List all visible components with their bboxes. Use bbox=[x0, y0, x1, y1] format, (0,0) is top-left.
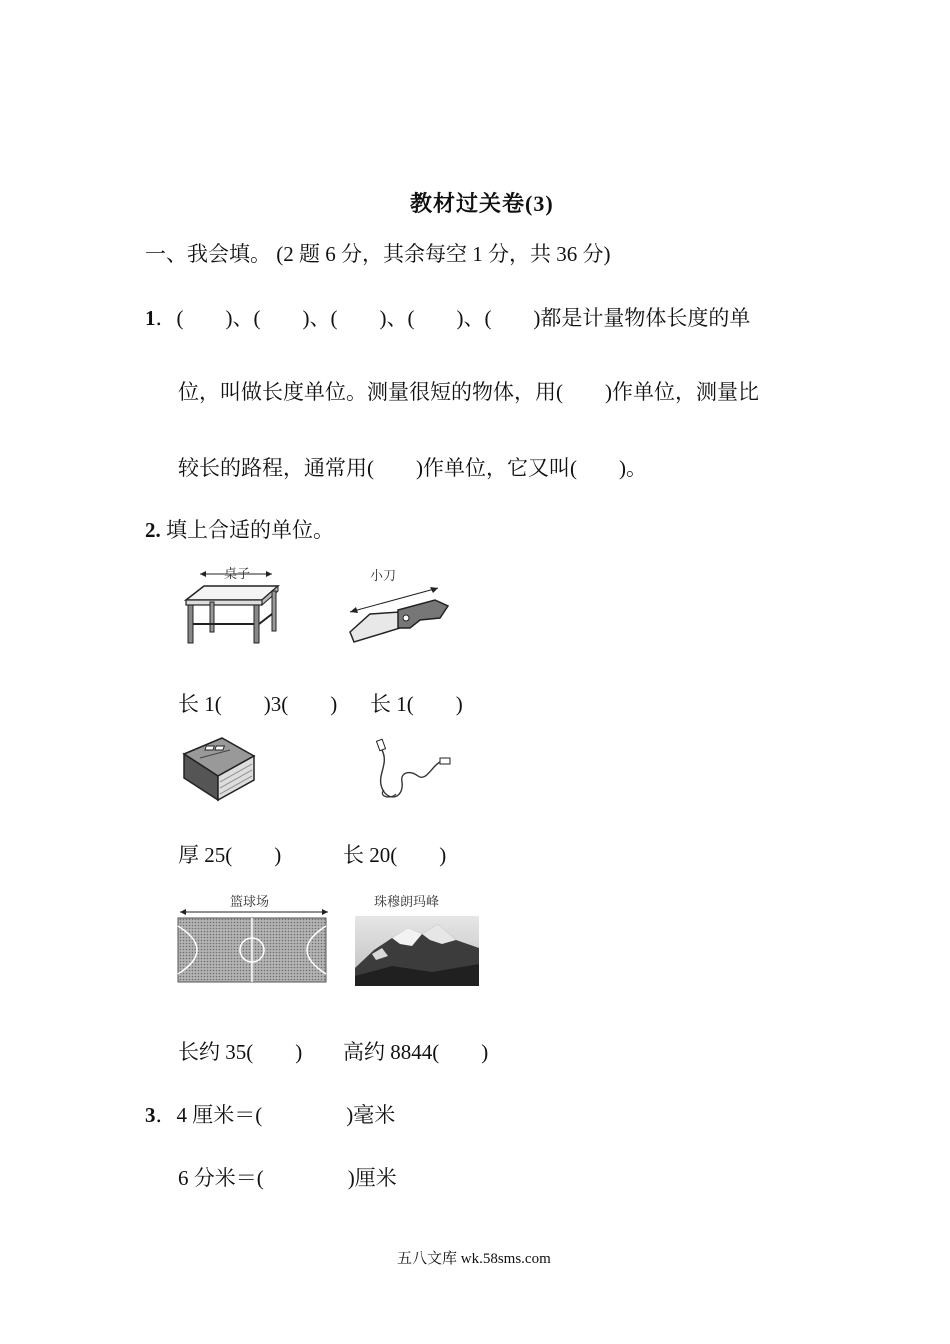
book-image bbox=[180, 736, 260, 806]
question-1-number: 1 bbox=[145, 306, 156, 330]
mountain-label: 珠穆朗玛峰 bbox=[374, 895, 440, 910]
basketball-court-image bbox=[176, 888, 331, 984]
answer-row-3-a: 长约 35( ) bbox=[178, 1040, 303, 1064]
table-label: 桌子 bbox=[224, 567, 251, 582]
jump-rope-image bbox=[370, 736, 460, 806]
table-image bbox=[180, 562, 280, 652]
page-title: 教材过关卷(3) bbox=[410, 191, 554, 216]
question-1-line-1: 1．( )、( )、( )、( )、( )都是计量物体长度的单 bbox=[145, 306, 751, 330]
question-1-text-1: ( )、( )、( )、( )、( )都是计量物体长度的单 bbox=[176, 306, 751, 330]
answer-row-1-a: 长 1( )3( ) bbox=[178, 692, 338, 716]
answer-row-1-b: 长 1( ) bbox=[370, 692, 463, 716]
question-3-line-1: 3．4 厘米＝( )毫米 bbox=[145, 1103, 396, 1127]
section-heading: 一、我会填。 (2 题 6 分，其余每空 1 分，共 36 分) bbox=[145, 242, 611, 266]
answer-row-2-a: 厚 25( ) bbox=[178, 843, 282, 867]
question-1-line-3: 较长的路程，通常用( )作单位，它又叫( )。 bbox=[178, 456, 647, 480]
knife-label: 小刀 bbox=[370, 569, 397, 584]
answer-row-3-b: 高约 8844( ) bbox=[343, 1040, 489, 1064]
court-label: 篮球场 bbox=[230, 895, 270, 910]
question-3-text-1: 4 厘米＝( )毫米 bbox=[176, 1103, 396, 1127]
answer-row-2-b: 长 20( ) bbox=[343, 843, 447, 867]
mountain-image bbox=[352, 888, 482, 988]
question-3-line-2: 6 分米＝( )厘米 bbox=[178, 1166, 397, 1190]
question-2-number: 2. bbox=[145, 518, 161, 542]
question-1-line-2: 位，叫做长度单位。测量很短的物体，用( )作单位，测量比 bbox=[178, 380, 759, 404]
question-2 bbox=[145, 514, 334, 544]
footer-watermark: 五八文库 wk.58sms.com bbox=[397, 1251, 551, 1267]
knife-image bbox=[340, 562, 460, 652]
question-2-text: 填上合适的单位。 bbox=[166, 518, 334, 542]
question-3-number: 3 bbox=[145, 1103, 156, 1127]
